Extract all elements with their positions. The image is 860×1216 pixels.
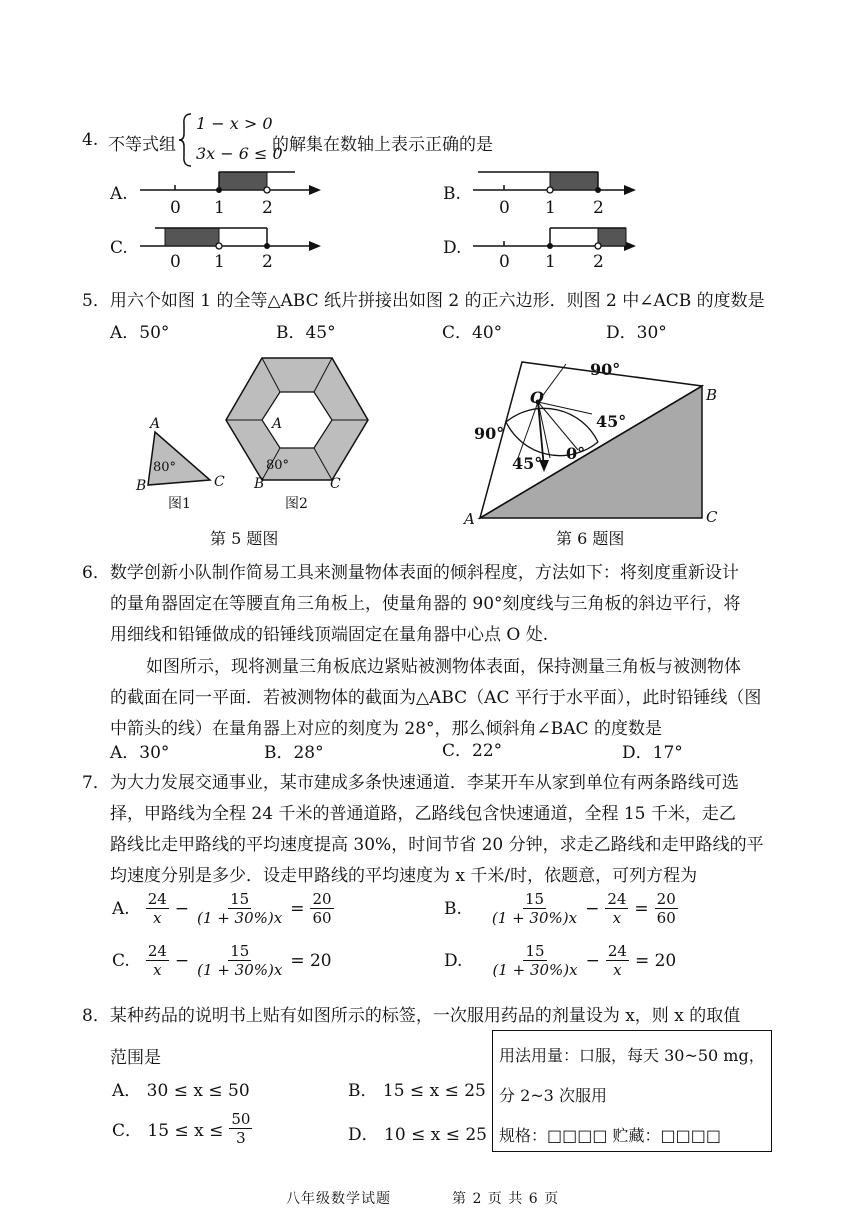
tick-label: 0: [499, 198, 510, 218]
q7-line-4: 均速度分别是多少．设走甲路线的平均速度为 x 千米/时，依题意，可列方程为: [110, 866, 698, 886]
denominator: (1 + 30%)x: [197, 909, 283, 927]
denominator: (1 + 30%)x: [491, 909, 578, 927]
denominator: x: [613, 961, 622, 979]
q7-option-b: [444, 890, 680, 927]
q7-line-1: 7．为大力发展交通事业，某市建成多条快速通道．李某开车从家到单位有两条路线可选: [82, 773, 739, 793]
medicine-label-line-2: 分 2~3 次服用: [499, 1086, 607, 1105]
q8-line-1: 8．某种药品的说明书上贴有如图所示的标签，一次服用药品的剂量设为 x，则 x 的取值: [82, 1006, 741, 1026]
denominator: (1 + 30%)x: [197, 961, 283, 979]
q4-number: 4.: [82, 130, 99, 150]
numerator: 15: [230, 890, 250, 908]
q8-option-c: [112, 1110, 254, 1147]
numerator: 20: [656, 890, 676, 908]
q6-option-c: C．22°: [442, 741, 503, 761]
q7-option-a: [112, 890, 336, 927]
tick-label: 0: [499, 252, 510, 272]
q6-label-0: 0°: [566, 444, 586, 463]
q5-option-c: C．40°: [442, 323, 503, 343]
minus-sign: −: [585, 898, 600, 919]
q7-line-2: 择，甲路线为全程 24 千米的普通道路，乙路线包含快速通道，全程 15 千米，走乙: [110, 804, 736, 824]
q6-option-b: B．28°: [264, 743, 324, 763]
q6-option-a: A．30°: [110, 743, 170, 763]
q5-figure-2: [222, 352, 372, 487]
denominator: x: [153, 961, 162, 979]
q6-label-45-bottom: 45°: [512, 454, 543, 473]
q4-post: 的解集在数轴上表示正确的是: [272, 135, 493, 155]
tick-label: 2: [593, 198, 604, 218]
q5-stem: 5．用六个如图 1 的全等△ABC 纸片拼接出如图 2 的正六边形．则图 2 中∠ACB 的度数是: [82, 291, 765, 311]
numerator: 24: [607, 942, 627, 960]
q5-option-d: D．30°: [606, 323, 667, 343]
tick-label: 2: [262, 252, 273, 272]
tick-label: 1: [545, 198, 556, 218]
minus-sign: −: [174, 950, 190, 971]
medicine-label-line-3: 规格：□□□□ 贮藏：□□□□: [499, 1126, 722, 1145]
q7-option-a-label: A.: [112, 898, 130, 919]
q6-line-1: 6．数学创新小队制作简易工具来测量物体表面的倾斜程度，方法如下：将刻度重新设计: [82, 563, 739, 583]
q6-option-d: D．17°: [622, 743, 683, 763]
q4-pre: 不等式组: [108, 135, 176, 155]
tick-label: 2: [593, 252, 604, 272]
q4-inequality-1: 1 − x > 0: [196, 114, 273, 133]
fig1-label-a: A: [150, 416, 161, 432]
number-line-a: [135, 166, 325, 200]
medicine-label-line-1: 用法用量：口服，每天 30~50 mg，: [499, 1046, 765, 1065]
q6-line-4: 如图所示，现将测量三角板底边紧贴被测物体表面，保持测量三角板与被测物体: [146, 657, 741, 677]
tick-label: 1: [214, 198, 225, 218]
number-line-c: [135, 222, 325, 256]
q4-inequality-2: 3x − 6 ≤ 0: [196, 144, 283, 163]
q6-line-3: 用细线和铅锤做成的铅锤线顶端固定在量角器中心点 O 处.: [110, 625, 549, 645]
numerator: 24: [147, 890, 167, 908]
number-line-d: [468, 222, 658, 256]
fig2-label-a: A: [272, 416, 283, 432]
q6-line-2: 的量角器固定在等腰直角三角板上，使量角器的 90°刻度线与三角板的斜边平行，将: [110, 594, 741, 614]
tick-label: 2: [262, 198, 273, 218]
fig1-caption: 图1: [168, 496, 191, 512]
q7-option-c-label: C.: [112, 950, 130, 971]
q6-label-o: O: [530, 388, 544, 407]
q4-option-b-label: B.: [443, 184, 461, 204]
denominator: x: [153, 909, 162, 927]
q8-option-b: B． 15 ≤ x ≤ 25: [348, 1081, 486, 1101]
tick-label: 1: [214, 252, 225, 272]
q6-line-6: 中箭头的线）在量角器上对应的刻度为 28°，那么倾斜角∠BAC 的度数是: [110, 719, 662, 739]
tick-label: 1: [545, 252, 556, 272]
numerator: 15: [230, 942, 250, 960]
q8-option-d: D． 10 ≤ x ≤ 25: [348, 1125, 487, 1145]
q4-option-c-label: C.: [110, 238, 128, 258]
tick-label: 0: [170, 252, 181, 272]
tick-label: 0: [170, 198, 181, 218]
q8-option-a: A． 30 ≤ x ≤ 50: [112, 1081, 250, 1101]
q7-option-d-label: D.: [444, 950, 463, 971]
denominator: (1 + 30%)x: [492, 961, 578, 979]
q6-line-5: 的截面在同一平面．若被测物体的截面为△ABC（AC 平行于水平面），此时铅锤线（图: [110, 688, 762, 708]
q8-line-2: 范围是: [110, 1048, 161, 1068]
fig1-label-b: B: [136, 478, 147, 494]
q5-option-b: B．45°: [276, 323, 336, 343]
numerator: 50: [231, 1110, 251, 1128]
q6-label-c: C: [706, 508, 718, 526]
denominator: x: [612, 909, 622, 927]
fig2-angle: 80°: [266, 458, 290, 473]
q5-option-a: A．50°: [110, 323, 170, 343]
rhs: = 20: [634, 950, 677, 971]
fig2-caption: 图2: [285, 496, 308, 512]
q7-option-d: [444, 942, 676, 979]
medicine-label-box: [492, 1030, 772, 1152]
equals-sign: =: [290, 898, 305, 919]
equals-sign: =: [634, 898, 649, 919]
fig1-label-c: C: [214, 474, 225, 490]
denominator: 60: [312, 909, 332, 927]
footer-title: 八年级数学试题: [286, 1191, 391, 1207]
denominator: 3: [236, 1129, 246, 1147]
q8-option-c-prefix: C． 15 ≤ x ≤: [112, 1121, 224, 1141]
q6-label-90-left: 90°: [474, 424, 505, 443]
q6-label-b: B: [706, 386, 718, 404]
q4-option-a-label: A.: [110, 184, 128, 204]
numerator: 20: [312, 890, 332, 908]
fig2-label-c: C: [330, 476, 341, 492]
footer-page-number: 第 2 页 共 6 页: [452, 1191, 560, 1207]
numerator: 15: [524, 890, 545, 908]
q6-label-45-right: 45°: [596, 412, 627, 431]
denominator: 60: [656, 909, 676, 927]
q6-label-90-top: 90°: [590, 360, 621, 379]
numerator: 15: [525, 942, 545, 960]
q7-option-b-label: B.: [444, 898, 462, 919]
numerator: 24: [607, 890, 627, 908]
q7-line-3: 路线比走甲路线的平均速度提高 30%，时间节省 20 分钟，求走乙路线和走甲路线的平: [110, 835, 764, 855]
q6-label-a: A: [464, 510, 475, 528]
q4-option-d-label: D.: [443, 238, 462, 258]
q5-figure-caption: 第 5 题图: [210, 529, 279, 548]
q7-option-c: [112, 942, 332, 979]
minus-sign: −: [585, 950, 600, 971]
numerator: 24: [147, 942, 167, 960]
minus-sign: −: [174, 898, 190, 919]
fig2-label-b: B: [254, 476, 265, 492]
number-line-b: [468, 166, 658, 200]
brace-icon: [178, 112, 194, 168]
q6-figure-caption: 第 6 题图: [556, 529, 625, 548]
fig1-angle: 80°: [153, 460, 177, 475]
rhs: = 20: [290, 950, 332, 971]
